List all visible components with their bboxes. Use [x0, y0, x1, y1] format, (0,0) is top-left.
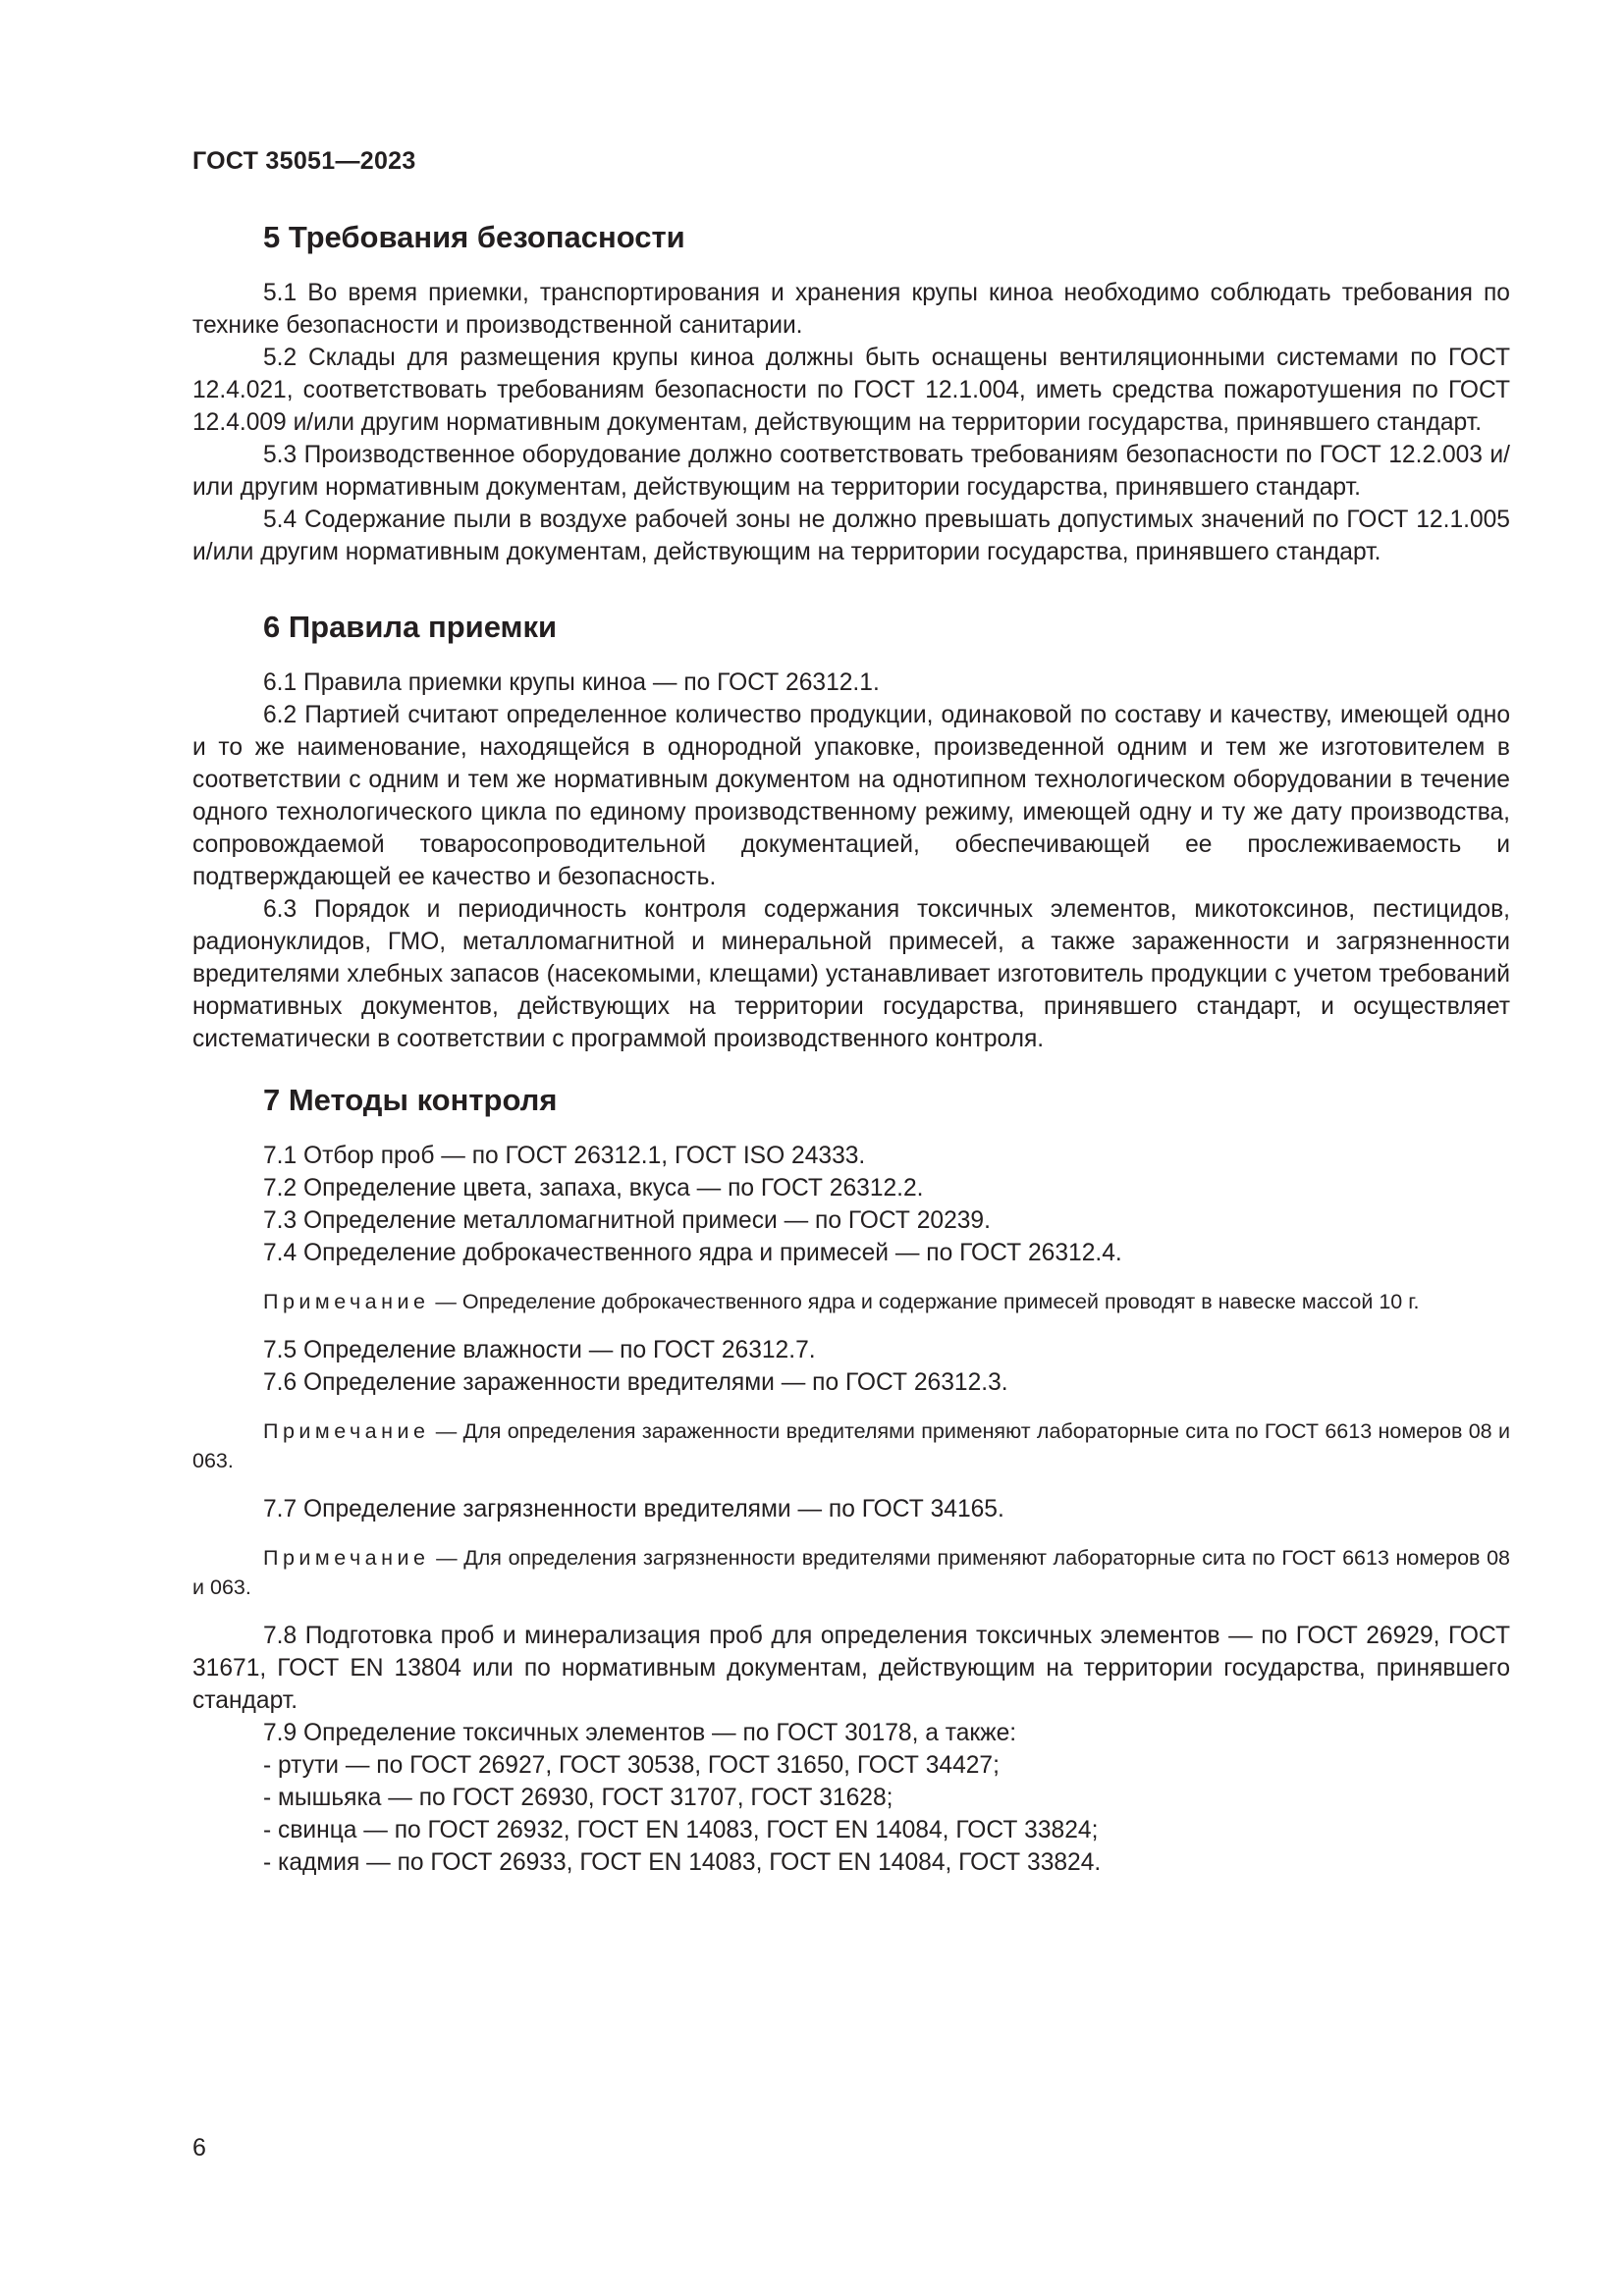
clause-7-1: 7.1 Отбор проб — по ГОСТ 26312.1, ГОСТ ISO 24333. [263, 1143, 866, 1169]
clause-7-4: 7.4 Определение доброкачественного ядра и примесей — по ГОСТ 26312.4. [263, 1240, 1122, 1266]
clause-6-1: 6.1 Правила приемки крупы киноа — по ГОСТ 26312.1. [263, 669, 880, 696]
note-3-text: — Для определения загрязненности вредителями применяют лабораторные сита по ГОСТ 6613 номеров 08 и 063. [192, 1546, 1510, 1599]
note-label: Примечание [263, 1546, 430, 1570]
clause-7-8: 7.8 Подготовка проб и минерализация проб для определения токсичных элементов — по ГОСТ 26929, ГОСТ 31671, ГОСТ EN 13804 или по нормативным документам, действующим на территории государства, принявшего стандарт. [192, 1623, 1510, 1714]
section-5-title: 5 Требования безопасности [263, 220, 685, 254]
clause-5-2: 5.2 Склады для размещения крупы киноа должны быть оснащены вентиляционными системами по ГОСТ 12.4.021, соответствовать требованиям безопасности по ГОСТ 12.1.004, иметь средства пожаротушения по ГОСТ 12.4.009 и/или другим нормативным документам, действующим на территории государства, принявшего стандарт. [192, 345, 1510, 436]
clause-5-4: 5.4 Содержание пыли в воздухе рабочей зоны не должно превышать допустимых значений по ГОСТ 12.1.005 и/или другим нормативным документам, действующим на территории государства, принявшего стандарт. [192, 507, 1510, 565]
clause-5-3: 5.3 Производственное оборудование должно соответствовать требованиям безопасности по ГОСТ 12.2.003 и/или другим нормативным документам, действующим на территории государства, принявшего стандарт. [192, 442, 1510, 501]
section-7-title: 7 Методы контроля [263, 1083, 558, 1117]
clause-7-6: 7.6 Определение зараженности вредителями — по ГОСТ 26312.3. [263, 1369, 1008, 1396]
dash-item-mercury: - ртути — по ГОСТ 26927, ГОСТ 30538, ГОСТ 31650, ГОСТ 34427; [263, 1752, 1000, 1779]
page-number: 6 [192, 2134, 206, 2162]
document-body [192, 218, 1510, 1879]
clause-7-2: 7.2 Определение цвета, запаха, вкуса — по ГОСТ 26312.2. [263, 1175, 924, 1201]
note-3 [192, 1543, 1510, 1602]
section-6-title: 6 Правила приемки [263, 610, 558, 644]
clause-7-9: 7.9 Определение токсичных элементов — по ГОСТ 30178, а также: [263, 1720, 1017, 1746]
note-label: Примечание [263, 1290, 430, 1313]
note-2-text: — Для определения зараженности вредителями применяют лабораторные сита по ГОСТ 6613 номеров 08 и 063. [192, 1419, 1510, 1472]
note-1 [192, 1287, 1510, 1316]
dash-item-arsenic: - мышьяка — по ГОСТ 26930, ГОСТ 31707, ГОСТ 31628; [263, 1785, 893, 1811]
clause-7-3: 7.3 Определение металломагнитной примеси — по ГОСТ 20239. [263, 1207, 991, 1234]
clause-5-1: 5.1 Во время приемки, транспортирования и хранения крупы киноа необходимо соблюдать требования по технике безопасности и производственной санитарии. [192, 280, 1510, 339]
dash-item-cadmium: - кадмия — по ГОСТ 26933, ГОСТ EN 14083, ГОСТ EN 14084, ГОСТ 33824. [263, 1849, 1102, 1876]
dash-item-lead: - свинца — по ГОСТ 26932, ГОСТ EN 14083, ГОСТ EN 14084, ГОСТ 33824; [263, 1817, 1099, 1843]
document-header: ГОСТ 35051—2023 [192, 147, 416, 175]
note-label: Примечание [263, 1419, 430, 1443]
note-1-text: — Определение доброкачественного ядра и содержание примесей проводят в навеске массой 10 г. [429, 1290, 1420, 1313]
clause-7-5: 7.5 Определение влажности — по ГОСТ 26312.7. [263, 1337, 816, 1363]
clause-7-7: 7.7 Определение загрязненности вредителями — по ГОСТ 34165. [263, 1496, 1004, 1522]
note-2 [192, 1416, 1510, 1475]
clause-6-3: 6.3 Порядок и периодичность контроля содержания токсичных элементов, микотоксинов, пестицидов, радионуклидов, ГМО, металломагнитной и минеральной примесей, а также зараженности и загрязненности вредителями хлебных запасов (насекомыми, клещами) устанавливает изготовитель продукции с учетом требований нормативных документов, действующих на территории государства, принявшего стандарт, и осуществляет систематически в соответствии с программой производственного контроля. [192, 896, 1510, 1052]
clause-6-2: 6.2 Партией считают определенное количество продукции, одинаковой по составу и качеству, имеющей одно и то же наименование, находящейся в однородной упаковке, произведенной одним и тем же изготовителем в соответствии с одним и тем же нормативным документом на однотипном технологическом оборудовании в течение одного технологического цикла по единому производственному режиму, имеющей одну и ту же дату производства, сопровождаемой товаросопроводительной документацией, обеспечивающей ее прослеживаемость и подтверждающей ее качество и безопасность. [192, 702, 1510, 890]
